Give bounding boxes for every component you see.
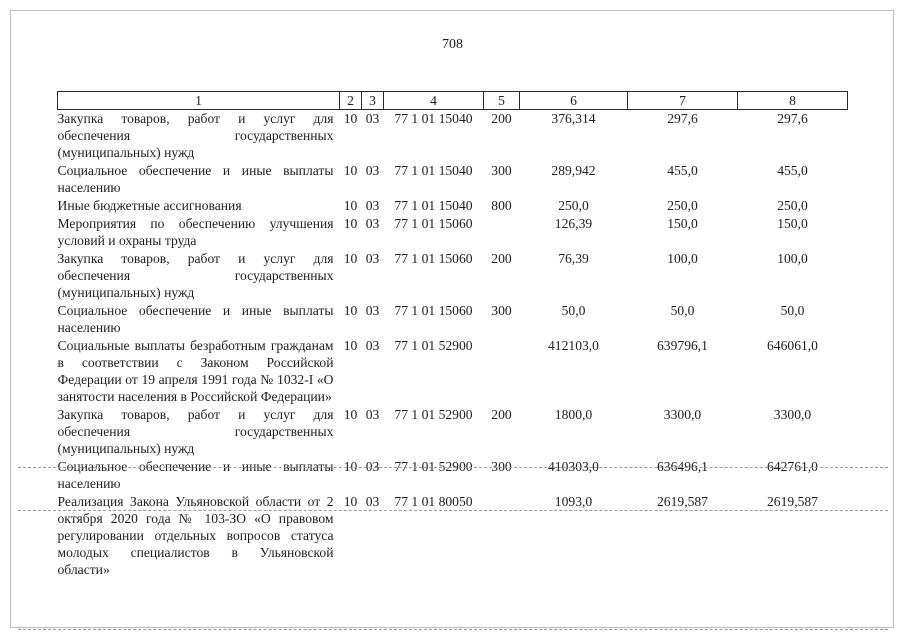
- row-section: 10: [343, 111, 358, 126]
- row-section: 10: [343, 198, 358, 213]
- table-row: [58, 197, 848, 215]
- row-subsection: 03: [365, 111, 380, 126]
- row-section: 10: [343, 459, 358, 474]
- row-expense-type: 200: [491, 251, 512, 266]
- row-name: Социальное обеспечение и иные выплаты населению: [57, 163, 334, 195]
- row-expense-type: 200: [491, 407, 512, 422]
- header-col-4: 4: [384, 92, 484, 110]
- row-subsection: 03: [365, 303, 380, 318]
- row-section: 10: [343, 338, 358, 353]
- row-name: Реализация Закона Ульяновской области от 2 октября 2020 года № 103-ЗО «О правовом регулировании отдельных вопросов статуса молодых специалистов в Ульяновской области»: [57, 494, 334, 577]
- row-name: Закупка товаров, работ и услуг для обеспечения государственных (муниципальных) нужд: [57, 111, 334, 160]
- header-col-7: 7: [628, 92, 738, 110]
- row-subsection: 03: [365, 198, 380, 213]
- row-name: Социальные выплаты безработным гражданам в соответствии с Законом Российской Федерации от 19 апреля 1991 года № 1032-I «О занятости населения в Российской Федерации»: [57, 338, 334, 404]
- row-value-col7: 636496,1: [657, 459, 708, 474]
- header-row: [58, 92, 848, 110]
- scan-artifact-line: [18, 510, 888, 511]
- row-target-article: 77 1 01 15040: [394, 111, 473, 126]
- row-value-col7: 639796,1: [657, 338, 708, 353]
- row-value-col8: 250,0: [777, 198, 808, 213]
- row-expense-type: [484, 493, 520, 579]
- row-value-col7: 250,0: [667, 198, 698, 213]
- row-section: 10: [343, 251, 358, 266]
- row-value-col6: 376,314: [551, 111, 596, 126]
- header-col-6: 6: [520, 92, 628, 110]
- row-value-col6: 126,39: [554, 216, 593, 231]
- row-value-col8: 642761,0: [767, 459, 818, 474]
- table-row: [58, 302, 848, 337]
- table-row: [58, 162, 848, 197]
- scan-artifact-line: [18, 629, 888, 630]
- row-subsection: 03: [365, 163, 380, 178]
- table-row: [58, 215, 848, 250]
- header-col-2: 2: [340, 92, 362, 110]
- row-subsection: 03: [365, 251, 380, 266]
- table-row: [58, 337, 848, 406]
- row-subsection: 03: [365, 494, 380, 509]
- row-value-col6: 250,0: [558, 198, 589, 213]
- row-value-col6: 1800,0: [554, 407, 593, 422]
- row-expense-type: 800: [491, 198, 512, 213]
- row-expense-type: 200: [491, 111, 512, 126]
- row-expense-type: [484, 215, 520, 250]
- row-target-article: 77 1 01 15060: [394, 303, 473, 318]
- table-row: [58, 250, 848, 302]
- row-value-col6: 289,942: [551, 163, 596, 178]
- table-row: [58, 493, 848, 579]
- row-value-col7: 3300,0: [663, 407, 702, 422]
- row-target-article: 77 1 01 52900: [394, 459, 473, 474]
- row-target-article: 77 1 01 52900: [394, 338, 473, 353]
- row-value-col7: 150,0: [667, 216, 698, 231]
- row-name: Социальное обеспечение и иные выплаты населению: [57, 459, 334, 491]
- row-section: 10: [343, 407, 358, 422]
- row-value-col8: 455,0: [777, 163, 808, 178]
- header-col-3: 3: [362, 92, 384, 110]
- row-value-col8: 646061,0: [767, 338, 818, 353]
- row-section: 10: [343, 494, 358, 509]
- row-name: Закупка товаров, работ и услуг для обеспечения государственных (муниципальных) нужд: [57, 407, 334, 456]
- row-value-col6: 50,0: [561, 303, 586, 318]
- row-value-col6: 410303,0: [548, 459, 599, 474]
- row-value-col7: 297,6: [667, 111, 698, 126]
- row-value-col8: 150,0: [777, 216, 808, 231]
- row-section: 10: [343, 216, 358, 231]
- row-subsection: 03: [365, 216, 380, 231]
- row-section: 10: [343, 303, 358, 318]
- row-value-col8: 3300,0: [773, 407, 812, 422]
- row-expense-type: 300: [491, 459, 512, 474]
- scan-artifact-line: [18, 467, 888, 468]
- table-row: [58, 406, 848, 458]
- row-name: Мероприятия по обеспечению улучшения условий и охраны труда: [57, 216, 334, 248]
- row-target-article: 77 1 01 15060: [394, 216, 473, 231]
- table-row: [58, 458, 848, 493]
- row-section: 10: [343, 163, 358, 178]
- row-subsection: 03: [365, 459, 380, 474]
- row-value-col7: 100,0: [667, 251, 698, 266]
- table-row: [58, 110, 848, 163]
- row-name: Социальное обеспечение и иные выплаты населению: [57, 303, 334, 335]
- row-target-article: 77 1 01 80050: [394, 494, 473, 509]
- row-value-col8: 50,0: [780, 303, 805, 318]
- row-value-col6: 76,39: [558, 251, 589, 266]
- row-target-article: 77 1 01 15040: [394, 163, 473, 178]
- row-target-article: 77 1 01 15060: [394, 251, 473, 266]
- row-expense-type: 300: [491, 163, 512, 178]
- row-value-col8: 100,0: [777, 251, 808, 266]
- header-col-5: 5: [484, 92, 520, 110]
- header-col-1: 1: [58, 92, 340, 110]
- row-value-col8: 2619,587: [767, 494, 818, 509]
- row-value-col7: 2619,587: [657, 494, 708, 509]
- row-expense-type: 300: [491, 303, 512, 318]
- row-value-col8: 297,6: [777, 111, 808, 126]
- row-target-article: 77 1 01 52900: [394, 407, 473, 422]
- row-value-col6: 1093,0: [554, 494, 593, 509]
- header-col-8: 8: [738, 92, 848, 110]
- row-subsection: 03: [365, 338, 380, 353]
- row-name: Иные бюджетные ассигнования: [57, 198, 242, 213]
- row-expense-type: [484, 337, 520, 406]
- row-value-col6: 412103,0: [548, 338, 599, 353]
- row-name: Закупка товаров, работ и услуг для обеспечения государственных (муниципальных) нужд: [57, 251, 334, 300]
- row-value-col7: 455,0: [667, 163, 698, 178]
- row-value-col7: 50,0: [670, 303, 695, 318]
- budget-table: [57, 91, 848, 579]
- row-subsection: 03: [365, 407, 380, 422]
- page-number: 708: [442, 37, 463, 52]
- row-target-article: 77 1 01 15040: [394, 198, 473, 213]
